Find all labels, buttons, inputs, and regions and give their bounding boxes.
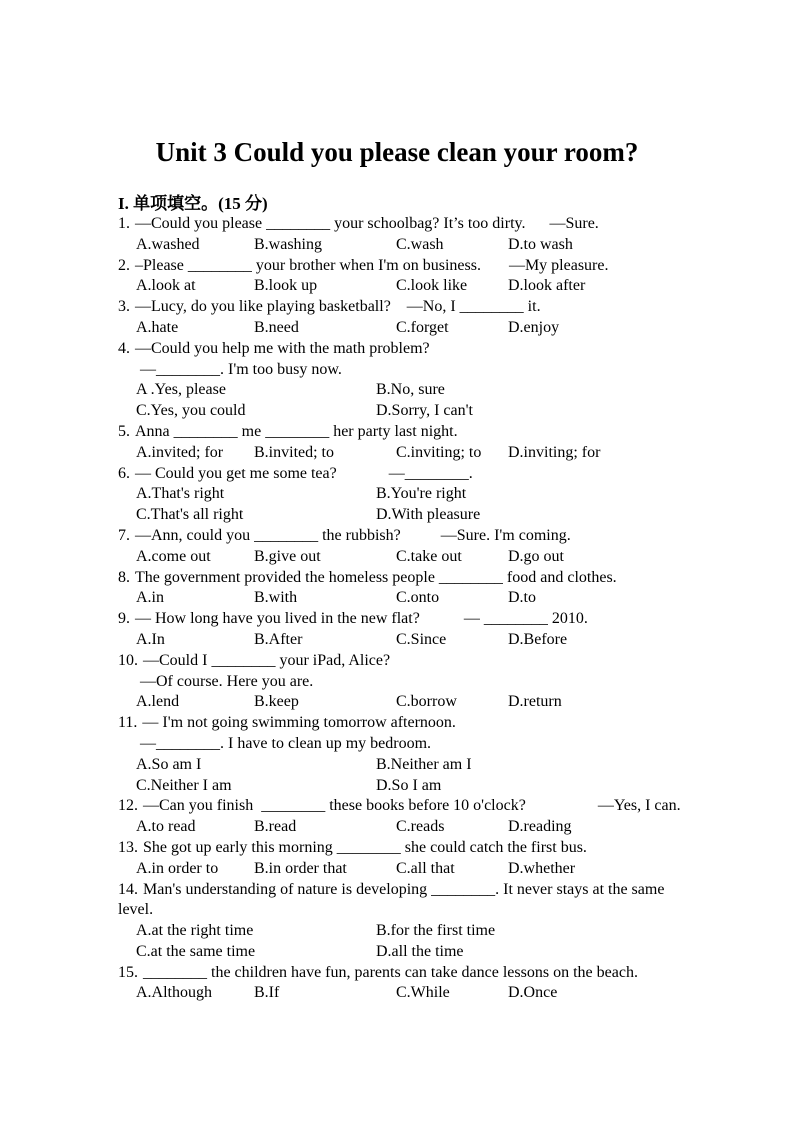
option-row	[118, 588, 778, 609]
option-D: D.Once	[508, 984, 558, 1002]
option-D: D.whether	[508, 859, 576, 877]
question-stem	[118, 422, 778, 443]
option-A: A.to read	[136, 818, 196, 836]
question-number: 6.	[118, 464, 130, 482]
option-row	[118, 859, 778, 880]
question-number: 9.	[118, 610, 130, 628]
question-stem	[118, 214, 778, 235]
question-stem	[118, 464, 778, 485]
option-B: B.look up	[254, 277, 318, 295]
option-A: A .Yes, please	[136, 381, 226, 399]
option-A: A.So am I	[136, 755, 202, 773]
option-A: A.hate	[136, 318, 179, 336]
option-B: B.in order that	[254, 859, 347, 877]
question-stem	[118, 651, 778, 672]
question-text: —Could you please ________ your schoolbag? It’s too dirty. —Sure.	[135, 215, 599, 232]
option-B: B.need	[254, 318, 299, 336]
question-number: 1.	[118, 215, 130, 232]
question-number: 10.	[118, 651, 138, 669]
document-content	[118, 193, 778, 1004]
option-C: C.look like	[396, 277, 468, 295]
question-number: 13.	[118, 838, 138, 856]
question-text: — Could you get me some tea? —________.	[135, 464, 473, 482]
question-text: —Lucy, do you like playing basketball? —No, I ________ it.	[135, 298, 541, 316]
option-row	[118, 505, 778, 526]
question-text: She got up early this morning ________ she could catch the first bus.	[143, 838, 587, 856]
option-row	[118, 755, 778, 776]
question-stem	[118, 256, 778, 277]
option-C: C.forget	[396, 318, 449, 336]
option-C: C.onto	[396, 589, 440, 607]
option-A: A.at the right time	[136, 922, 254, 940]
question-continuation-line	[118, 360, 778, 381]
option-B: B.You're right	[376, 485, 467, 503]
option-D: D.go out	[508, 547, 564, 565]
option-D: D.So I am	[376, 776, 442, 794]
option-A: A.in	[136, 589, 164, 607]
question-stem	[118, 880, 778, 901]
question-text: —Of course. Here you are.	[140, 672, 314, 690]
option-D: D.to	[508, 589, 536, 607]
option-A: A.in order to	[136, 859, 219, 877]
question-text: Anna ________ me ________ her party last night.	[135, 422, 458, 440]
option-C: C.That's all right	[136, 506, 244, 524]
option-C: C.Since	[396, 630, 447, 648]
option-B: B.with	[254, 589, 298, 607]
option-B: B.keep	[254, 693, 299, 711]
option-D: D.look after	[508, 277, 586, 295]
option-A: A.That's right	[136, 485, 225, 503]
question-text: —Can you finish ________ these books before 10 o'clock? —Yes, I can.	[143, 797, 681, 815]
question-number: 4.	[118, 339, 130, 357]
option-row	[118, 630, 778, 651]
option-A: A.look at	[136, 277, 196, 295]
option-row	[118, 692, 778, 713]
option-row	[118, 443, 778, 464]
option-B: B.give out	[254, 547, 321, 565]
option-D: D.to wash	[508, 235, 573, 253]
option-B: B.for the first time	[376, 922, 496, 940]
question-stem	[118, 713, 778, 734]
option-B: B.washing	[254, 235, 322, 253]
question-text: — How long have you lived in the new flat? — ________ 2010.	[135, 610, 588, 628]
question-stem	[118, 838, 778, 859]
question-continuation-line	[118, 672, 778, 693]
question-stem	[118, 297, 778, 318]
option-D: D.all the time	[376, 942, 464, 960]
question-number: 14.	[118, 880, 138, 898]
option-row	[118, 401, 778, 422]
option-A: A.come out	[136, 547, 211, 565]
question-text: The government provided the homeless people ________ food and clothes.	[135, 568, 617, 586]
question-wrap-line	[118, 900, 778, 921]
option-C: C.Neither I am	[136, 776, 232, 794]
option-row	[118, 318, 778, 339]
option-row	[118, 380, 778, 401]
option-A: A.lend	[136, 693, 180, 711]
question-text: —________. I'm too busy now.	[140, 360, 342, 378]
option-B: B.invited; to	[254, 443, 334, 461]
option-D: D.inviting; for	[508, 443, 601, 461]
question-number: 7.	[118, 526, 130, 544]
option-D: D.With pleasure	[376, 506, 481, 524]
question-stem	[118, 609, 778, 630]
option-A: A.invited; for	[136, 443, 224, 461]
option-C: C.take out	[396, 547, 462, 565]
option-B: B.Neither am I	[376, 755, 472, 773]
option-D: D.Before	[508, 630, 568, 648]
question-number: 15.	[118, 963, 138, 981]
option-B: B.No, sure	[376, 381, 445, 399]
option-C: C.reads	[396, 818, 445, 836]
option-row	[118, 235, 778, 256]
question-number: 12.	[118, 797, 138, 815]
option-B: B.After	[254, 630, 303, 648]
option-C: C.Yes, you could	[136, 402, 246, 420]
questions-list	[118, 214, 778, 1004]
option-A: A.washed	[136, 235, 200, 253]
question-number: 2.	[118, 256, 130, 274]
option-B: B.read	[254, 818, 297, 836]
option-D: D.Sorry, I can't	[376, 402, 473, 420]
question-text: ________ the children have fun, parents can take dance lessons on the beach.	[143, 963, 638, 981]
option-row	[118, 484, 778, 505]
option-D: D.return	[508, 693, 562, 711]
option-C: C.all that	[396, 859, 455, 877]
option-row	[118, 942, 778, 963]
question-number: 3.	[118, 298, 130, 316]
document-title: Unit 3 Could you please clean your room?	[155, 137, 639, 167]
question-stem	[118, 796, 778, 817]
question-continuation-line	[118, 734, 778, 755]
question-number: 11.	[118, 714, 138, 732]
option-row	[118, 921, 778, 942]
question-text: —Could I ________ your iPad, Alice?	[143, 651, 391, 669]
option-row	[118, 276, 778, 297]
option-C: C.inviting; to	[396, 443, 482, 461]
option-C: C.While	[396, 984, 450, 1002]
option-row	[118, 547, 778, 568]
option-C: C.wash	[396, 235, 444, 253]
question-text: Man's understanding of nature is developing ________. It never stays at the same	[143, 880, 665, 898]
option-B: B.If	[254, 984, 280, 1002]
option-A: A.Although	[136, 984, 212, 1002]
option-row	[118, 817, 778, 838]
option-row	[118, 776, 778, 797]
question-text: —Ann, could you ________ the rubbish? —Sure. I'm coming.	[135, 526, 571, 544]
question-stem	[118, 339, 778, 360]
option-row	[118, 983, 778, 1004]
question-number: 5.	[118, 422, 130, 440]
question-stem	[118, 963, 778, 984]
question-text: — I'm not going swimming tomorrow afternoon.	[142, 714, 456, 732]
question-stem	[118, 526, 778, 547]
question-text: –Please ________ your brother when I'm on business. —My pleasure.	[135, 256, 609, 274]
option-A: A.In	[136, 630, 165, 648]
option-C: C.at the same time	[136, 942, 256, 960]
question-text: —Could you help me with the math problem?	[135, 339, 430, 357]
option-D: D.reading	[508, 818, 572, 836]
question-text: level.	[118, 901, 154, 919]
question-number: 8.	[118, 568, 130, 586]
section-heading: I. 单项填空。(15 分)	[118, 194, 268, 213]
question-text: —________. I have to clean up my bedroom.	[140, 734, 432, 752]
option-C: C.borrow	[396, 693, 457, 711]
option-D: D.enjoy	[508, 318, 560, 336]
question-stem	[118, 568, 778, 589]
